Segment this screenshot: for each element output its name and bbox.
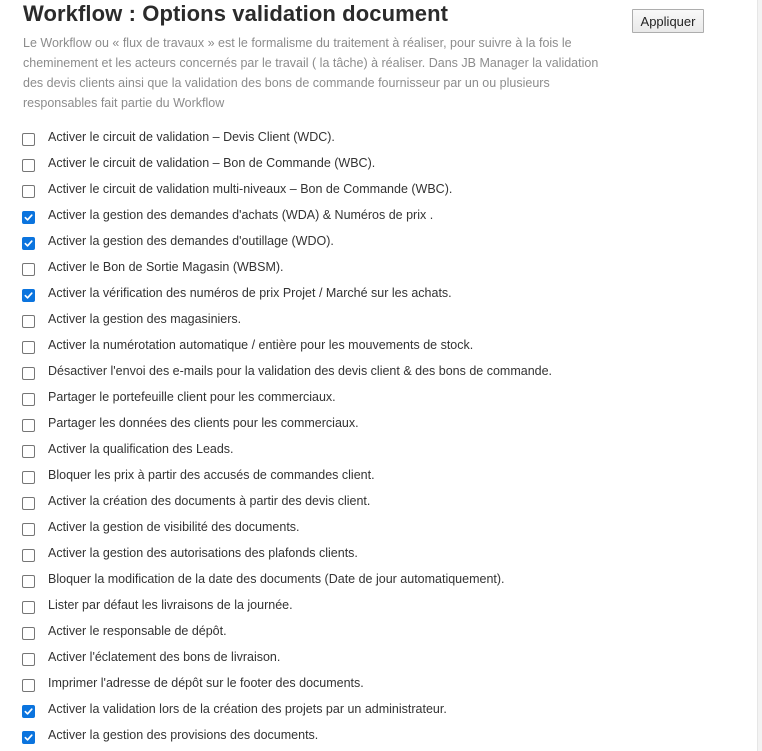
option-label: Activer le Bon de Sortie Magasin (WBSM).	[48, 260, 284, 274]
workflow-option-7[interactable]	[22, 280, 552, 306]
option-label: Partager le portefeuille client pour les commerciaux.	[48, 390, 336, 404]
workflow-option-8[interactable]	[22, 306, 552, 332]
option-label: Activer la création des documents à partir des devis client.	[48, 494, 371, 508]
option-checkbox[interactable]	[22, 393, 35, 406]
workflow-option-4[interactable]	[22, 202, 552, 228]
option-label: Partager les données des clients pour les commerciaux.	[48, 416, 359, 430]
option-label: Activer la gestion des provisions des documents.	[48, 728, 319, 742]
workflow-description: Le Workflow ou « flux de travaux » est le formalisme du traitement à réaliser, pour suivre à la fois le cheminement et les acteurs concernés par le travail ( la tâche) à réaliser. Dans JB Manager la validation des devis clients ainsi que la validation des bons de commande fournisseur par un ou plusieurs responsables fait partie du Workflow	[23, 36, 599, 110]
option-checkbox[interactable]	[22, 367, 35, 380]
apply-button[interactable]: Appliquer	[632, 9, 704, 33]
option-checkbox[interactable]	[22, 445, 35, 458]
option-label: Activer la gestion des demandes d'achats (WDA) & Numéros de prix .	[48, 208, 434, 222]
page-title: Workflow : Options validation document	[23, 1, 449, 26]
option-checkbox[interactable]	[22, 185, 35, 198]
option-checkbox[interactable]	[22, 159, 35, 172]
option-checkbox[interactable]	[22, 705, 35, 718]
workflow-option-20[interactable]	[22, 618, 552, 644]
option-checkbox[interactable]	[22, 653, 35, 666]
workflow-option-22[interactable]	[22, 670, 552, 696]
option-label: Activer le circuit de validation – Devis Client (WDC).	[48, 130, 335, 144]
option-label: Activer la numérotation automatique / entière pour les mouvements de stock.	[48, 338, 474, 352]
workflow-option-17[interactable]	[22, 540, 552, 566]
option-checkbox[interactable]	[22, 601, 35, 614]
option-checkbox[interactable]	[22, 237, 35, 250]
checkmark-icon	[24, 239, 33, 248]
checkmark-icon	[24, 707, 33, 716]
option-checkbox[interactable]	[22, 315, 35, 328]
option-label: Activer l'éclatement des bons de livraison.	[48, 650, 281, 664]
workflow-option-2[interactable]	[22, 150, 552, 176]
checkmark-icon	[24, 733, 33, 742]
workflow-option-5[interactable]	[22, 228, 552, 254]
option-checkbox[interactable]	[22, 289, 35, 302]
option-label: Activer la vérification des numéros de prix Projet / Marché sur les achats.	[48, 286, 452, 300]
option-checkbox[interactable]	[22, 549, 35, 562]
page-scroll-edge	[757, 0, 762, 751]
option-label: Imprimer l'adresse de dépôt sur le footer des documents.	[48, 676, 364, 690]
option-label: Activer le circuit de validation multi-niveaux – Bon de Commande (WBC).	[48, 182, 453, 196]
option-label: Désactiver l'envoi des e-mails pour la validation des devis client & des bons de commande.	[48, 364, 553, 378]
option-checkbox[interactable]	[22, 523, 35, 536]
option-label: Lister par défaut les livraisons de la journée.	[48, 598, 293, 612]
option-label: Activer la gestion des magasiniers.	[48, 312, 242, 326]
option-checkbox[interactable]	[22, 133, 35, 146]
workflow-option-21[interactable]	[22, 644, 552, 670]
option-checkbox[interactable]	[22, 731, 35, 744]
workflow-option-10[interactable]	[22, 358, 552, 384]
workflow-option-3[interactable]	[22, 176, 552, 202]
option-checkbox[interactable]	[22, 419, 35, 432]
workflow-option-12[interactable]	[22, 410, 552, 436]
option-checkbox[interactable]	[22, 497, 35, 510]
workflow-option-24[interactable]	[22, 722, 552, 748]
checkmark-icon	[24, 213, 33, 222]
option-checkbox[interactable]	[22, 679, 35, 692]
workflow-option-14[interactable]	[22, 462, 552, 488]
workflow-options-list	[22, 124, 552, 748]
option-label: Bloquer la modification de la date des documents (Date de jour automatiquement).	[48, 572, 505, 586]
option-label: Activer le responsable de dépôt.	[48, 624, 227, 638]
workflow-option-16[interactable]	[22, 514, 552, 540]
workflow-option-13[interactable]	[22, 436, 552, 462]
option-label: Activer le circuit de validation – Bon de Commande (WBC).	[48, 156, 376, 170]
workflow-option-23[interactable]	[22, 696, 552, 722]
option-checkbox[interactable]	[22, 211, 35, 224]
option-checkbox[interactable]	[22, 263, 35, 276]
option-label: Bloquer les prix à partir des accusés de commandes client.	[48, 468, 375, 482]
workflow-option-6[interactable]	[22, 254, 552, 280]
option-label: Activer la qualification des Leads.	[48, 442, 234, 456]
option-label: Activer la gestion des autorisations des plafonds clients.	[48, 546, 358, 560]
option-label: Activer la validation lors de la création des projets par un administrateur.	[48, 702, 447, 716]
workflow-option-18[interactable]	[22, 566, 552, 592]
workflow-option-9[interactable]	[22, 332, 552, 358]
workflow-option-1[interactable]	[22, 124, 552, 150]
workflow-option-15[interactable]	[22, 488, 552, 514]
option-checkbox[interactable]	[22, 575, 35, 588]
workflow-option-11[interactable]	[22, 384, 552, 410]
option-checkbox[interactable]	[22, 341, 35, 354]
option-label: Activer la gestion de visibilité des documents.	[48, 520, 300, 534]
option-checkbox[interactable]	[22, 471, 35, 484]
option-checkbox[interactable]	[22, 627, 35, 640]
workflow-option-19[interactable]	[22, 592, 552, 618]
checkmark-icon	[24, 291, 33, 300]
option-label: Activer la gestion des demandes d'outillage (WDO).	[48, 234, 334, 248]
